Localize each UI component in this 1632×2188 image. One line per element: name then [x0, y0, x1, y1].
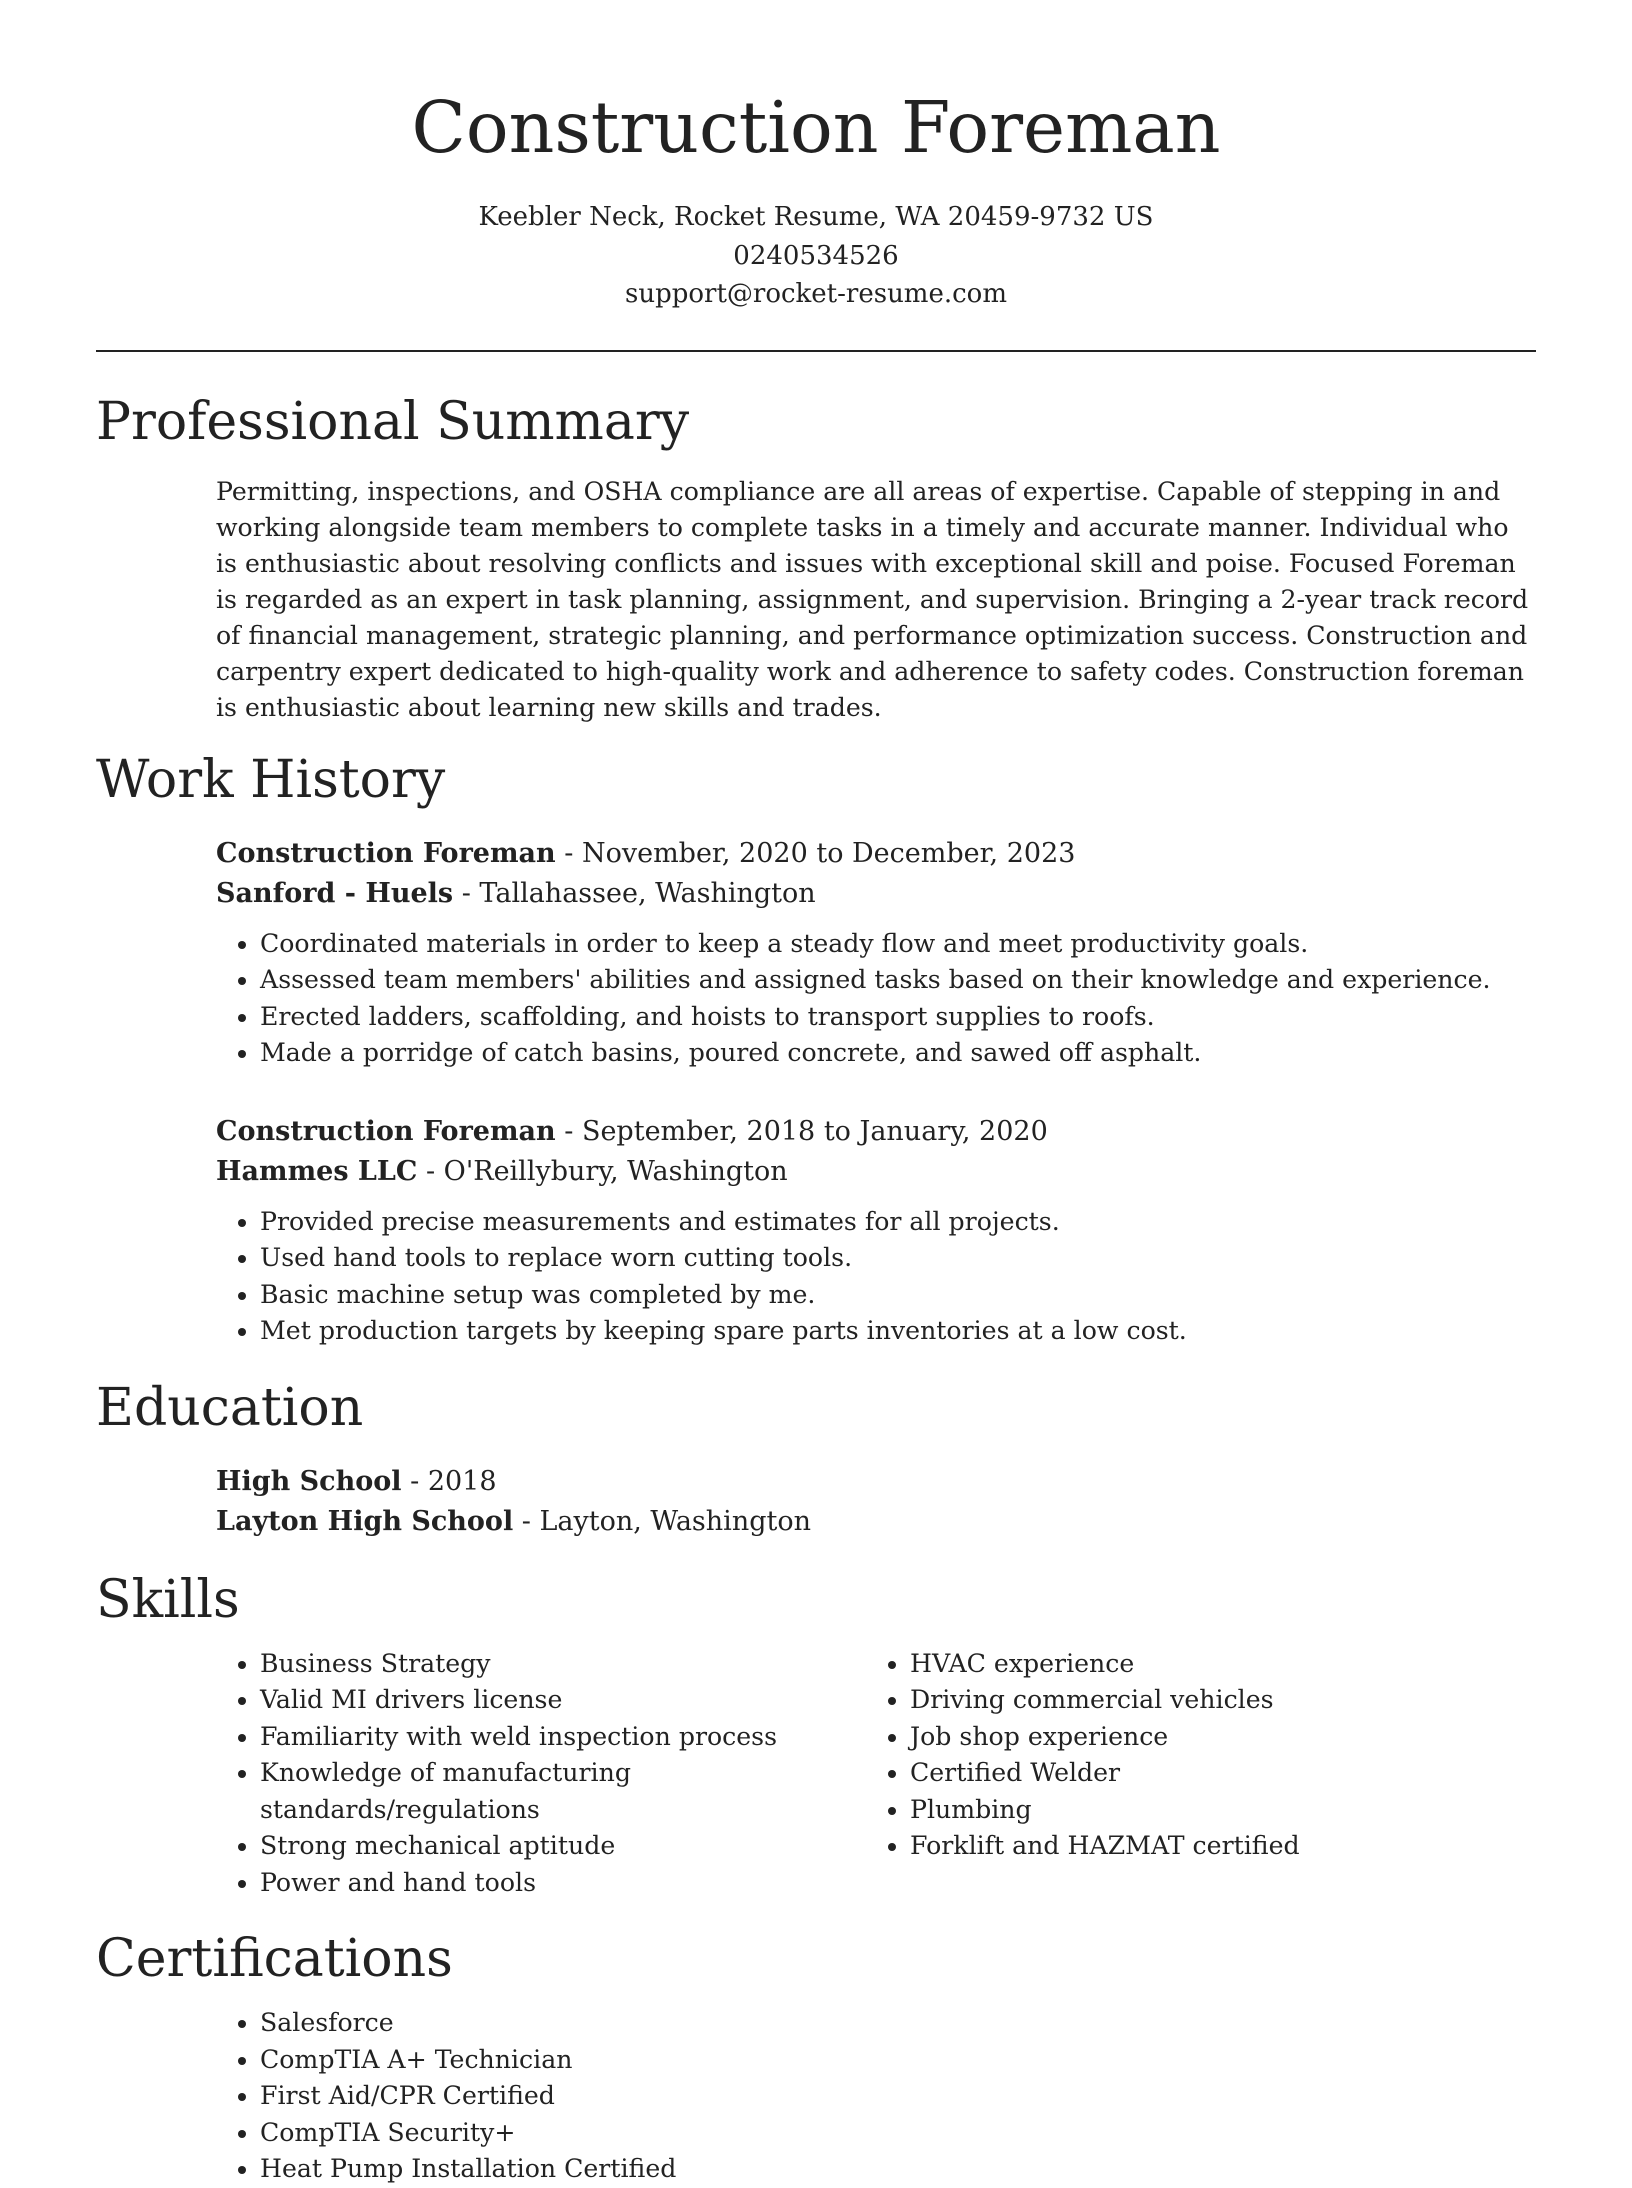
address-line: Keebler Neck, Rocket Resume, WA 20459-9732 US [478, 202, 1154, 232]
work-history-heading: Work History [96, 749, 446, 810]
contact-block [0, 198, 1632, 314]
phone-line: 0240534526 [733, 240, 899, 271]
list-item: • Forklift and HAZMAT certified [910, 1828, 1516, 1865]
list-item: • Assessed team members' abilities and assigned tasks based on their knowledge and experience. [260, 962, 1536, 999]
list-item: • Salesforce [260, 2005, 1536, 2042]
list-item: • Knowledge of manufacturing standards/regulations [260, 1755, 866, 1828]
summary-heading: Professional Summary [96, 391, 690, 452]
list-item: • Basic machine setup was completed by me. [260, 1277, 1536, 1314]
list-item: • First Aid/CPR Certified [260, 2078, 1536, 2115]
degree-line [216, 1462, 1536, 1502]
certifications-heading: Certifications [96, 1929, 453, 1989]
list-item: • Certified Welder [910, 1755, 1516, 1792]
list-item: • Driving commercial vehicles [910, 1682, 1516, 1719]
list-item: • Used hand tools to replace worn cutting tools. [260, 1240, 1536, 1277]
list-item: • Made a porridge of catch basins, poured concrete, and sawed off asphalt. [260, 1035, 1536, 1072]
list-item: • Coordinated materials in order to keep a steady flow and meet productivity goals. [260, 926, 1536, 963]
skills-section [0, 1568, 1632, 1902]
school-line [216, 1502, 1536, 1542]
degree-name: High School [216, 1465, 402, 1497]
job-dates: - November, 2020 to December, 2023 [555, 837, 1076, 869]
job-bullets [216, 926, 1536, 1072]
email-line: support@rocket-resume.com [624, 279, 1007, 309]
degree-year: - 2018 [401, 1465, 497, 1497]
skills-columns [216, 1646, 1536, 1902]
summary-section [0, 390, 1632, 726]
list-item: • Job shop experience [910, 1719, 1516, 1756]
list-item: • Plumbing [910, 1792, 1516, 1829]
skills-heading: Skills [96, 1569, 240, 1630]
job-role: Construction Foreman [216, 837, 556, 869]
certifications-list [216, 2005, 1536, 2188]
resume-header [0, 0, 1632, 314]
education-section [0, 1376, 1632, 1542]
job-title-line [216, 1112, 1536, 1152]
school-name: Layton High School [216, 1505, 514, 1537]
job-company-line [216, 874, 1536, 914]
list-item: • CompTIA A+ Technician [260, 2042, 1536, 2079]
job-entry [216, 834, 1536, 1072]
work-history-section [0, 748, 1632, 1350]
job-location: - O'Reillybury, Washington [417, 1155, 788, 1187]
header-divider [96, 350, 1536, 352]
list-item: • Erected ladders, scaffolding, and hoists to transport supplies to roofs. [260, 999, 1536, 1036]
job-entry [216, 1112, 1536, 1350]
summary-text: Permitting, inspections, and OSHA compliance are all areas of expertise. Capable of stepping in and working alongside team members to complete tasks in a timely and accurate manner. Individual who is enthusiastic about resolving conflicts and issues with exceptional skill and poise. Focused Foreman is regarded as an expert in task planning, assignment, and supervision. Bringing a 2-year track record of financial management, strategic planning, and performance optimization success. Construction and carpentry expert dedicated to high-quality work and adherence to safety codes. Construction foreman is enthusiastic about learning new skills and trades. [216, 476, 1529, 722]
skills-column-left [216, 1646, 866, 1902]
list-item: • HVAC experience [910, 1646, 1516, 1683]
list-item: • Met production targets by keeping spare parts inventories at a low cost. [260, 1313, 1536, 1350]
skills-column-right [866, 1646, 1516, 1902]
list-item: • CompTIA Security+ [260, 2115, 1536, 2152]
list-item: • Familiarity with weld inspection process [260, 1719, 866, 1756]
list-item: • Strong mechanical aptitude [260, 1828, 866, 1865]
list-item: • Power and hand tools [260, 1865, 866, 1902]
job-location: - Tallahassee, Washington [453, 877, 816, 909]
job-company: Hammes LLC [216, 1155, 418, 1187]
job-bullets [216, 1204, 1536, 1350]
job-role: Construction Foreman [216, 1115, 556, 1147]
job-company: Sanford - Huels [216, 877, 454, 909]
job-dates: - September, 2018 to January, 2020 [555, 1115, 1048, 1147]
school-location: - Layton, Washington [513, 1505, 811, 1537]
list-item: • Heat Pump Installation Certified [260, 2151, 1536, 2188]
candidate-name: Construction Foreman [411, 86, 1221, 169]
list-item: • Business Strategy [260, 1646, 866, 1683]
job-title-line [216, 834, 1536, 874]
list-item: • Valid MI drivers license [260, 1682, 866, 1719]
job-company-line [216, 1152, 1536, 1192]
education-heading: Education [96, 1377, 364, 1438]
certifications-section [0, 1927, 1632, 2188]
list-item: • Provided precise measurements and estimates for all projects. [260, 1204, 1536, 1241]
